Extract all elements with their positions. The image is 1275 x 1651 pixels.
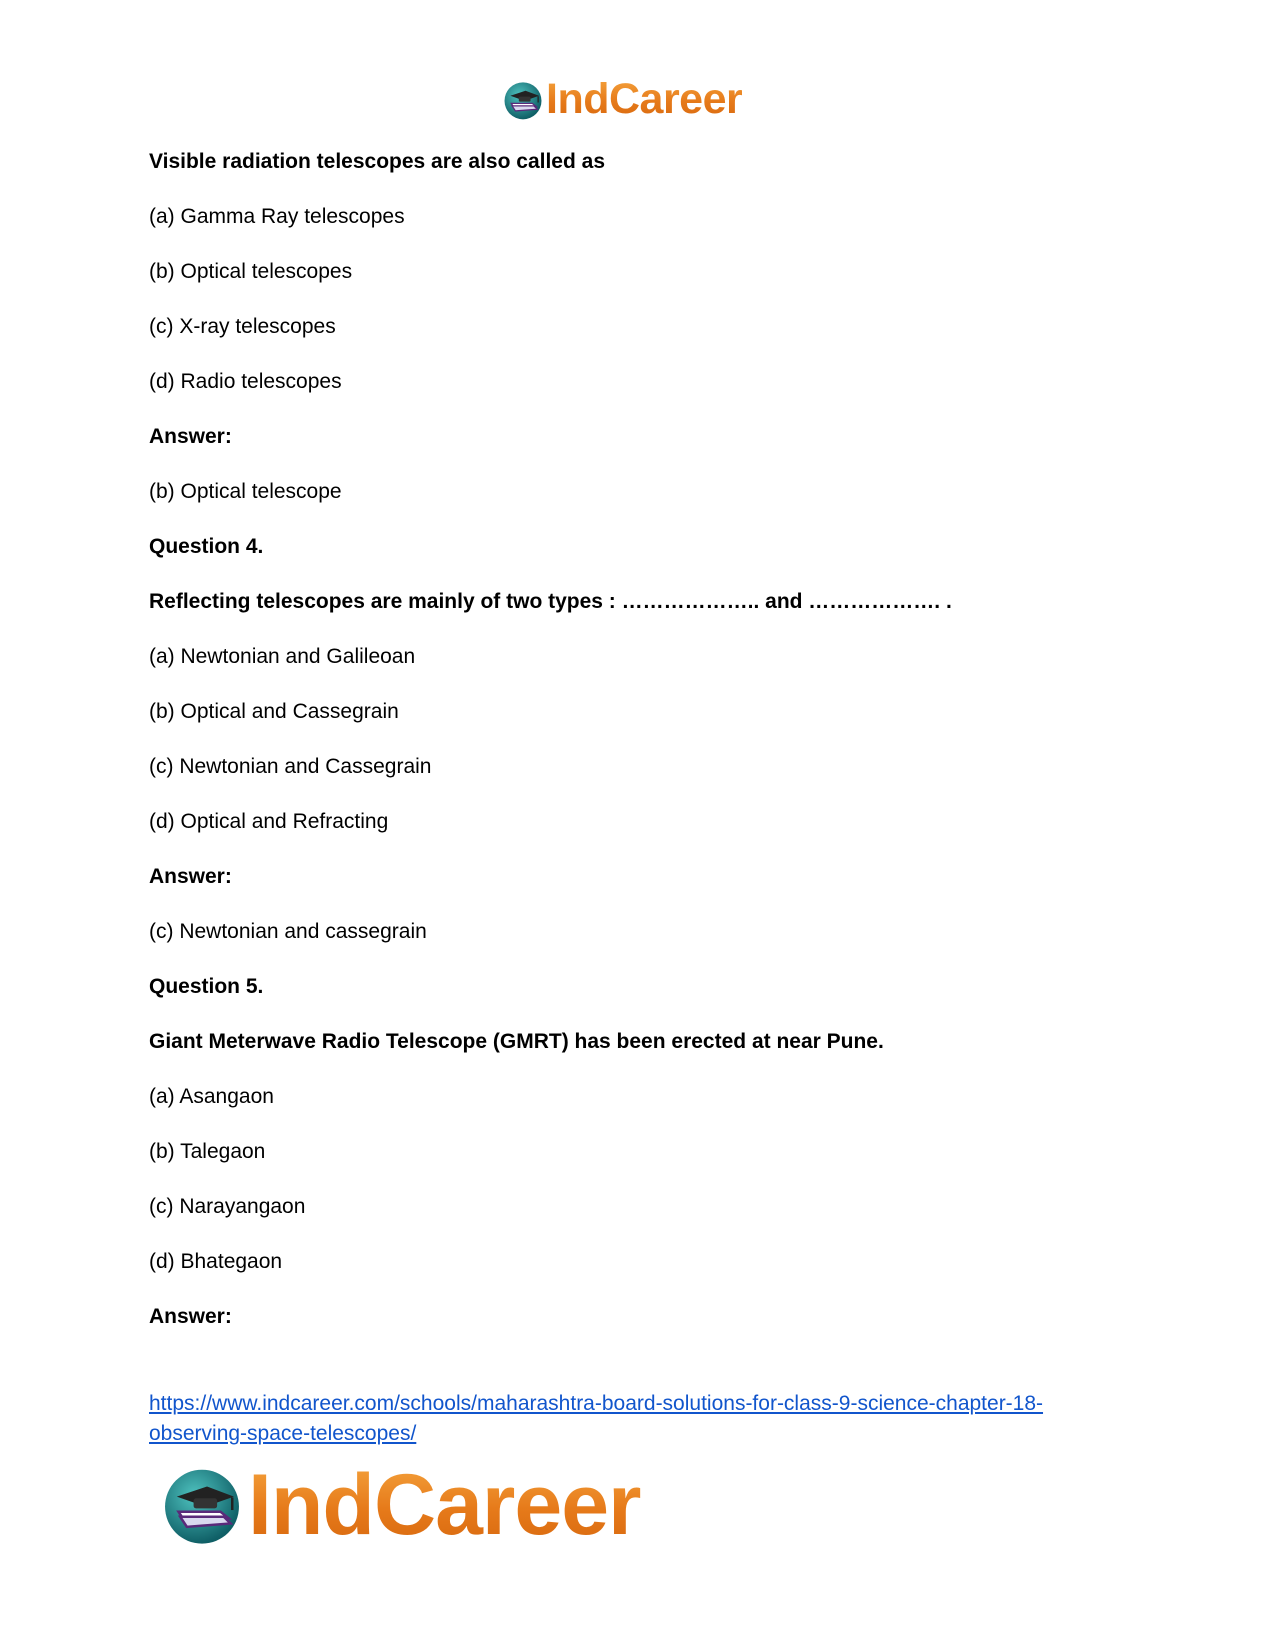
- brand-wordmark: IndCareer: [248, 1457, 641, 1553]
- source-url-link[interactable]: https://www.indcareer.com/schools/maharashtra-board-solutions-for-class-9-science-chapter-18-observing-space-telescopes/: [149, 1392, 1044, 1445]
- option-item: (d) Radio telescopes: [149, 370, 342, 393]
- option-item: (b) Talegaon: [149, 1140, 266, 1163]
- question-number: Question 5.: [149, 975, 264, 998]
- option-item: (b) Optical telescopes: [149, 260, 353, 283]
- header-logo: [502, 75, 743, 123]
- question-text: Reflecting telescopes are mainly of two types : ……………….. and ………………. .: [149, 590, 952, 613]
- option-item: (b) Optical and Cassegrain: [149, 700, 399, 723]
- globe-graduation-cap-book-icon: [502, 79, 544, 121]
- globe-graduation-cap-book-icon: [160, 1463, 244, 1547]
- brand-wordmark: IndCareer: [546, 75, 743, 123]
- question-number: Question 4.: [149, 535, 264, 558]
- answer-label: Answer:: [149, 425, 232, 448]
- option-item: (c) Narayangaon: [149, 1195, 306, 1218]
- option-item: (c) Newtonian and Cassegrain: [149, 755, 432, 778]
- question-text: Visible radiation telescopes are also called as: [149, 150, 606, 173]
- option-item: (c) Newtonian and cassegrain: [149, 920, 427, 943]
- option-item: (b) Optical telescope: [149, 480, 342, 503]
- option-item: (a) Gamma Ray telescopes: [149, 205, 405, 228]
- question-text: Giant Meterwave Radio Telescope (GMRT) has been erected at near Pune.: [149, 1030, 884, 1053]
- option-item: (a) Newtonian and Galileoan: [149, 645, 416, 668]
- option-item: (d) Optical and Refracting: [149, 810, 389, 833]
- option-item: (d) Bhategaon: [149, 1250, 283, 1273]
- option-item: (c) X-ray telescopes: [149, 315, 336, 338]
- option-item: (a) Asangaon: [149, 1085, 274, 1108]
- answer-label: Answer:: [149, 865, 232, 888]
- answer-label: Answer:: [149, 1305, 232, 1328]
- footer-logo: [160, 1457, 641, 1553]
